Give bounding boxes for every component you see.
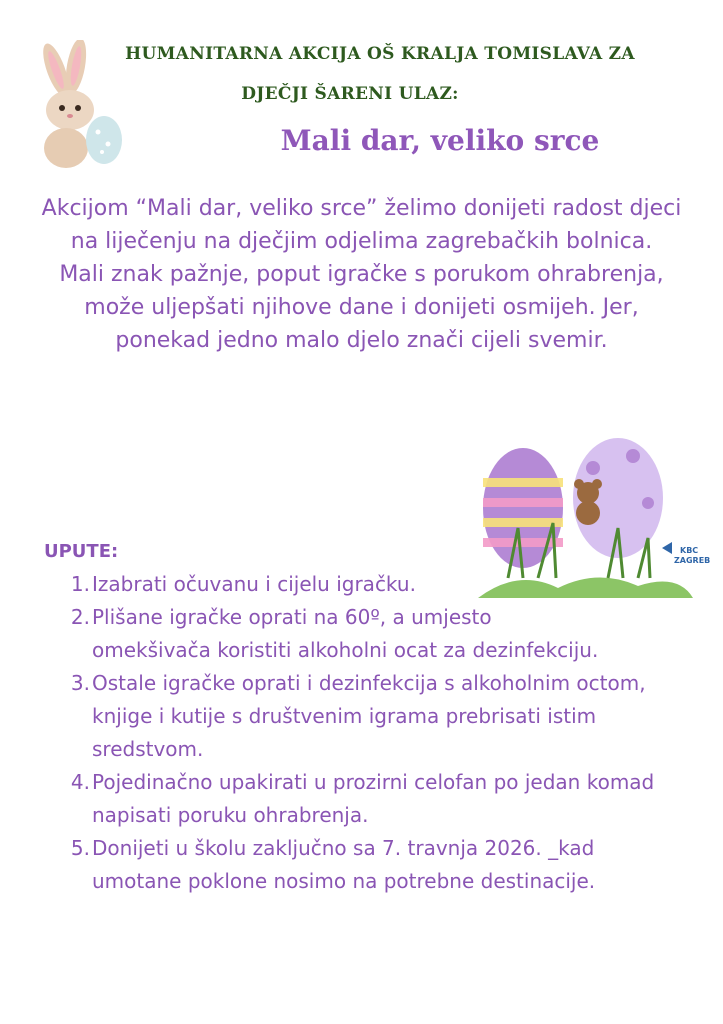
list-item-number: 1. (70, 572, 90, 596)
intro-paragraph-1: Akcijom “Mali dar, veliko srce” želimo donijeti radost djeci na liječenju na dječjim odjelima zagrebačkih bolnica. (41, 196, 682, 254)
instructions-list (60, 568, 700, 898)
kbc-logo-line2: ZAGREB (674, 556, 711, 565)
campaign-subtitle: Mali dar, veliko srce (280, 124, 600, 157)
instructions-title: UPUTE: (44, 541, 119, 562)
list-item-text: Donijeti u školu zaključno sa 7. travnja 2026. _kad umotane poklone nosimo na potrebne destinacije. (92, 836, 596, 893)
list-item-number: 5. (70, 836, 90, 860)
intro-text (40, 192, 683, 357)
list-item-text: Pojedinačno upakirati u prozirni celofan po jedan komad napisati poruku ohrabrenja. (92, 770, 655, 827)
kbc-logo-line1: KBC (680, 546, 699, 555)
list-item (60, 568, 700, 601)
list-item-number: 2. (70, 605, 90, 629)
list-item-number: 3. (70, 671, 90, 695)
list-item-text: Izabrati očuvanu i cijelu igračku. (92, 572, 416, 596)
kbc-logo (674, 546, 711, 566)
list-item (60, 601, 700, 667)
list-item-text: Plišane igračke oprati na 60º, a umjesto omekšivača koristiti alkoholni ocat za dezinfekciju. (92, 605, 599, 662)
heading-line-2: DJEČJI ŠARENI ULAZ: (241, 84, 459, 104)
list-item-text: Ostale igračke oprati i dezinfekcija s alkoholnim octom, knjige i kutije s društvenim igrama prebrisati istim sredstvom. (92, 671, 646, 761)
list-item (60, 667, 700, 766)
intro-paragraph-2: Mali znak pažnje, poput igračke s porukom ohrabrenja, može uljepšati njihove dane i donijeti osmijeh. Jer, ponekad jedno malo djelo znači cijeli svemir. (59, 262, 664, 353)
heading-line-1: HUMANITARNA AKCIJA OŠ KRALJA TOMISLAVA ZA (125, 44, 635, 64)
list-item (60, 766, 700, 832)
list-item-number: 4. (70, 770, 90, 794)
list-item (60, 832, 700, 898)
